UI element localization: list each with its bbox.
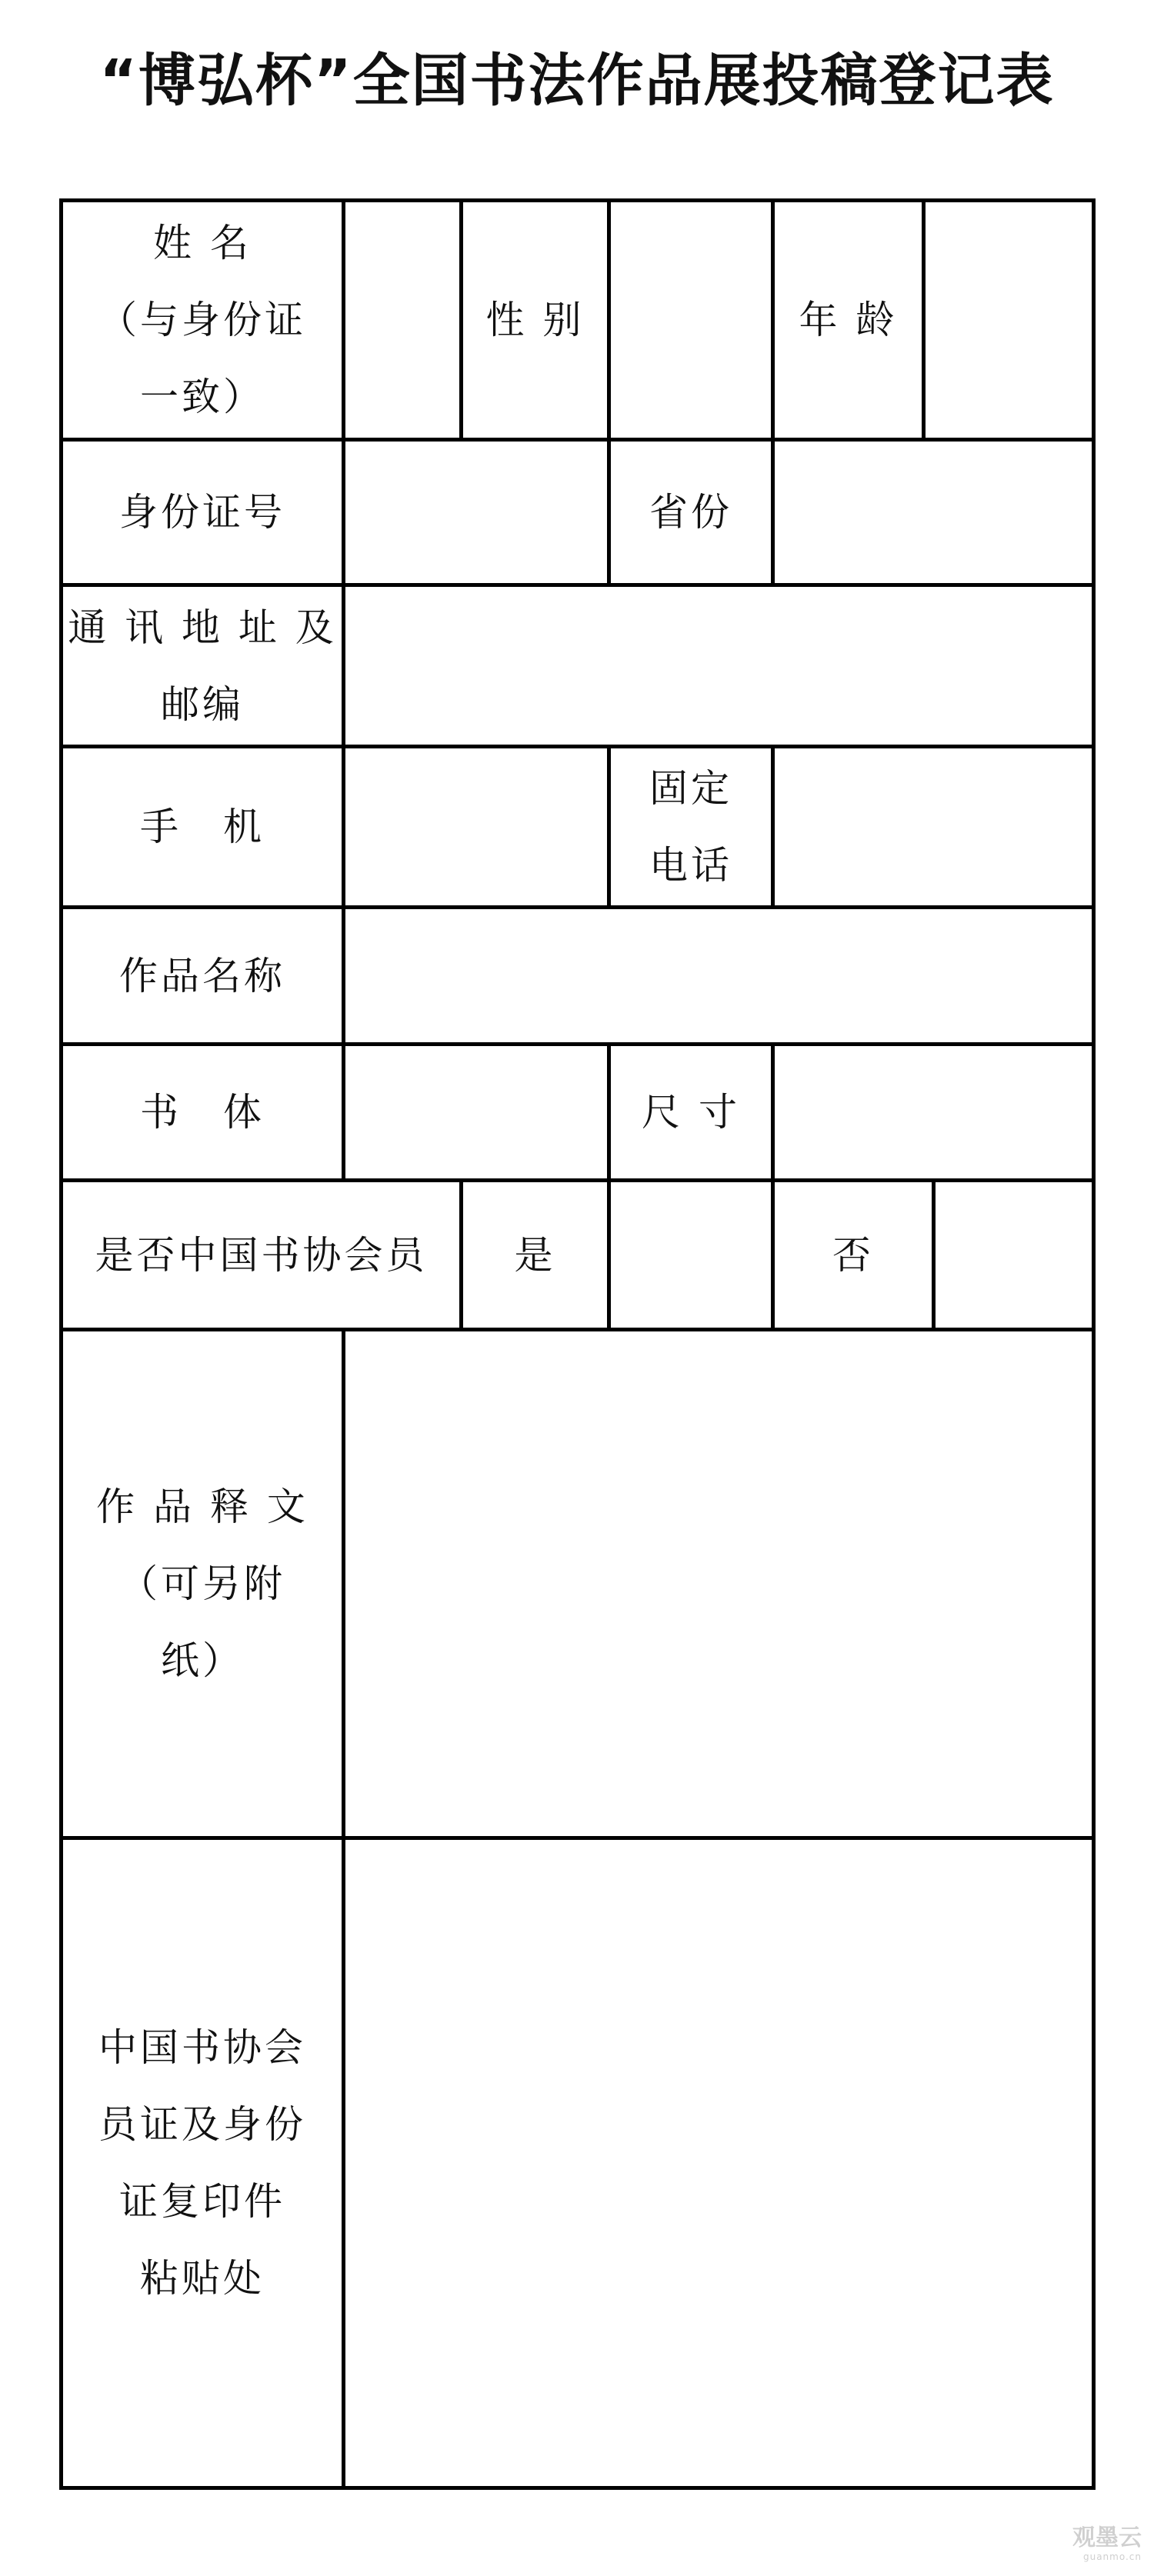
member-yes-label: 是 xyxy=(462,1181,609,1330)
member-question-label: 是否中国书协会员 xyxy=(62,1181,462,1330)
age-input-cell[interactable] xyxy=(924,201,1094,440)
row-member xyxy=(62,1181,1094,1330)
id-number-label: 身份证号 xyxy=(62,440,344,585)
work-name-input-cell[interactable] xyxy=(344,908,1094,1045)
member-no-label: 否 xyxy=(773,1181,934,1330)
copies-label-2: 员证及身份 xyxy=(98,2102,306,2147)
transcript-input-cell[interactable] xyxy=(344,1330,1094,1838)
province-input-cell[interactable] xyxy=(773,440,1094,585)
transcript-label-cell xyxy=(62,1330,344,1838)
work-name-label: 作品名称 xyxy=(62,908,344,1045)
copies-label-cell xyxy=(62,1838,344,2488)
row-address xyxy=(62,585,1094,747)
landline-label-2: 电话 xyxy=(649,843,732,888)
transcript-note-2: 纸） xyxy=(161,1638,244,1683)
member-no-input-cell[interactable] xyxy=(934,1181,1094,1330)
row-transcript xyxy=(62,1330,1094,1838)
row-script xyxy=(62,1045,1094,1181)
name-label-cell xyxy=(62,201,344,440)
watermark-url: guanmo.cn xyxy=(1082,2551,1142,2562)
row-name xyxy=(62,201,1094,440)
row-work-name xyxy=(62,908,1094,1045)
gender-input-cell[interactable] xyxy=(609,201,773,440)
watermark-text: 观墨云 xyxy=(1072,2524,1142,2551)
row-copies xyxy=(62,1838,1094,2488)
name-input-cell[interactable] xyxy=(344,201,462,440)
row-phone xyxy=(62,747,1094,908)
copies-label-4: 粘贴处 xyxy=(140,2256,265,2301)
address-label-cell xyxy=(62,585,344,747)
script-style-label: 书 体 xyxy=(62,1045,344,1181)
gender-label: 性 别 xyxy=(462,201,609,440)
name-label-note-2: 一致） xyxy=(140,375,265,419)
member-yes-input-cell[interactable] xyxy=(609,1181,773,1330)
landline-input-cell[interactable] xyxy=(773,747,1094,908)
address-label: 通 讯 地 址 及 xyxy=(68,605,337,650)
landline-label-1: 固定 xyxy=(649,766,732,811)
form-title: “博弘杯”全国书法作品展投稿登记表 xyxy=(99,48,1055,114)
row-id xyxy=(62,440,1094,585)
copies-label-3: 证复印件 xyxy=(119,2179,285,2224)
registration-form-table xyxy=(59,198,1096,2490)
transcript-note-1: （可另附 xyxy=(119,1561,285,1606)
transcript-label: 作 品 释 文 xyxy=(96,1485,309,1529)
postcode-label: 邮编 xyxy=(161,681,244,727)
name-label: 姓 名 xyxy=(153,221,252,265)
copies-paste-area[interactable] xyxy=(344,1838,1094,2488)
mobile-input-cell[interactable] xyxy=(344,747,609,908)
name-label-note-1: （与身份证 xyxy=(98,298,306,342)
age-label: 年 龄 xyxy=(773,201,924,440)
id-number-input-cell[interactable] xyxy=(344,440,609,585)
size-input-cell[interactable] xyxy=(773,1045,1094,1181)
copies-label-1: 中国书协会 xyxy=(98,2025,306,2070)
mobile-label: 手 机 xyxy=(62,747,344,908)
province-label: 省份 xyxy=(609,440,773,585)
script-style-input-cell[interactable] xyxy=(344,1045,609,1181)
size-label: 尺 寸 xyxy=(609,1045,773,1181)
address-input-cell[interactable] xyxy=(344,585,1094,747)
watermark-logo xyxy=(1072,2525,1142,2562)
landline-label-cell xyxy=(609,747,773,908)
